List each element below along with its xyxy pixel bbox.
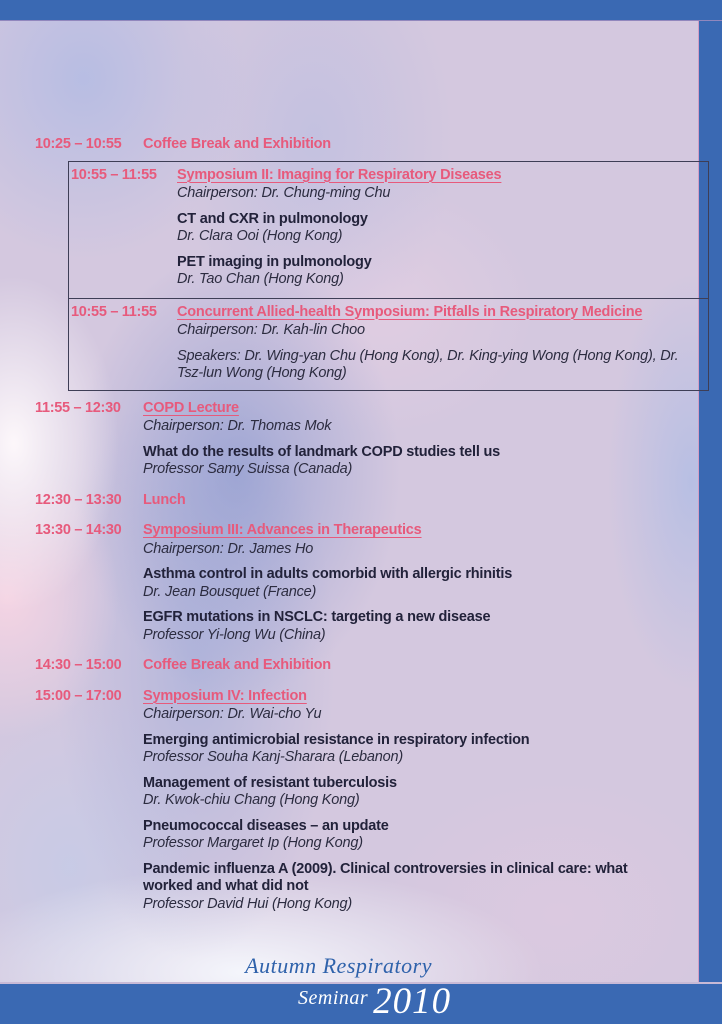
talk-title: CT and CXR in pulmonology (177, 210, 368, 227)
talk-speaker: Dr. Clara Ooi (Hong Kong) (177, 228, 343, 244)
talk-speaker: Dr. Kwok-chiu Chang (Hong Kong) (143, 792, 360, 808)
session-chairperson: Chairperson: Dr. Wai-cho Yu (143, 706, 322, 722)
talk-item (143, 566, 663, 601)
schedule-row (35, 136, 698, 154)
session-heading: Symposium IV: Infection (143, 687, 307, 704)
talk-speaker: Professor Samy Suissa (Canada) (143, 461, 353, 477)
talk-title: Asthma control in adults comorbid with allergic rhinitis (143, 566, 513, 582)
box-section-allied-health (69, 298, 708, 390)
session-time: 15:00 – 17:00 (35, 687, 122, 704)
talk-item (143, 609, 663, 644)
schedule-row (35, 492, 698, 510)
session-chairperson: Chairperson: Dr. Kah-lin Choo (177, 322, 365, 338)
footer-seminar-year: 2010 (373, 981, 452, 1022)
session-heading: Symposium II: Imaging for Respiratory Diseases (177, 166, 502, 183)
talk-title: Pandemic influenza A (2009). Clinical controversies in clinical care: what worked and what did not (143, 860, 628, 894)
session-time: 10:55 – 11:55 (71, 303, 157, 320)
talk-item (143, 861, 663, 914)
session-chairperson: Chairperson: Dr. Thomas Mok (143, 418, 332, 434)
footer-script-title: Autumn Respiratory (245, 953, 432, 978)
session-chairperson: Chairperson: Dr. Chung-ming Chu (177, 185, 391, 201)
session-heading: Concurrent Allied-health Symposium: Pitfalls in Respiratory Medicine (177, 303, 643, 320)
talk-speaker: Dr. Tao Chan (Hong Kong) (177, 271, 344, 287)
box-section-symposium-2 (69, 162, 708, 298)
talk-speaker: Dr. Jean Bousquet (France) (143, 583, 317, 600)
talk-title: Management of resistant tuberculosis (143, 774, 397, 791)
talk-speaker: Professor Souha Kanj-Sharara (Lebanon) (143, 749, 404, 765)
right-border-bar (698, 0, 722, 1024)
talk-title: PET imaging in pulmonology (177, 253, 372, 270)
schedule-row (35, 657, 698, 675)
session-heading: COPD Lecture (143, 399, 239, 416)
schedule-row (35, 522, 698, 644)
session-time: 12:30 – 13:30 (35, 491, 122, 508)
session-time: 10:25 – 10:55 (35, 136, 122, 152)
schedule-row (69, 162, 708, 298)
talk-speaker: Professor Yi-long Wu (China) (143, 626, 326, 643)
session-chairperson: Chairperson: Dr. James Ho (143, 540, 314, 557)
talk-speaker: Professor David Hui (Hong Kong) (143, 895, 352, 912)
break-title: Lunch (143, 491, 186, 508)
break-title: Coffee Break and Exhibition (143, 136, 331, 152)
schedule-list (0, 21, 698, 982)
schedule-row (35, 688, 698, 914)
session-heading: Symposium III: Advances in Therapeutics (143, 522, 422, 538)
concurrent-sessions-box (68, 161, 709, 391)
top-border-bar (0, 0, 722, 21)
talk-item (143, 775, 663, 810)
talk-item (143, 444, 663, 479)
session-speakers: Speakers: Dr. Wing-yan Chu (Hong Kong), Dr. King-ying Wong (Hong Kong), Dr. Tsz-lun Wong (Hong Kong) (177, 347, 679, 381)
talk-title: EGFR mutations in NSCLC: targeting a new disease (143, 609, 491, 625)
footer-seminar-lockup (298, 980, 451, 1023)
schedule-row (35, 400, 698, 479)
session-time: 13:30 – 14:30 (35, 522, 122, 538)
session-time: 14:30 – 15:00 (35, 657, 122, 673)
schedule-row (69, 299, 708, 390)
talk-title: What do the results of landmark COPD studies tell us (143, 443, 500, 460)
session-time: 11:55 – 12:30 (35, 399, 121, 416)
session-time: 10:55 – 11:55 (71, 166, 157, 183)
footer-seminar-word: Seminar (298, 987, 369, 1009)
break-title: Coffee Break and Exhibition (143, 657, 331, 673)
talk-item (143, 818, 663, 853)
talk-title: Emerging antimicrobial resistance in respiratory infection (143, 731, 530, 748)
talk-speaker: Professor Margaret Ip (Hong Kong) (143, 835, 363, 851)
talk-item (177, 254, 697, 289)
talk-title: Pneumococcal diseases – an update (143, 817, 389, 834)
talk-item (143, 732, 663, 767)
talk-item (177, 211, 697, 246)
